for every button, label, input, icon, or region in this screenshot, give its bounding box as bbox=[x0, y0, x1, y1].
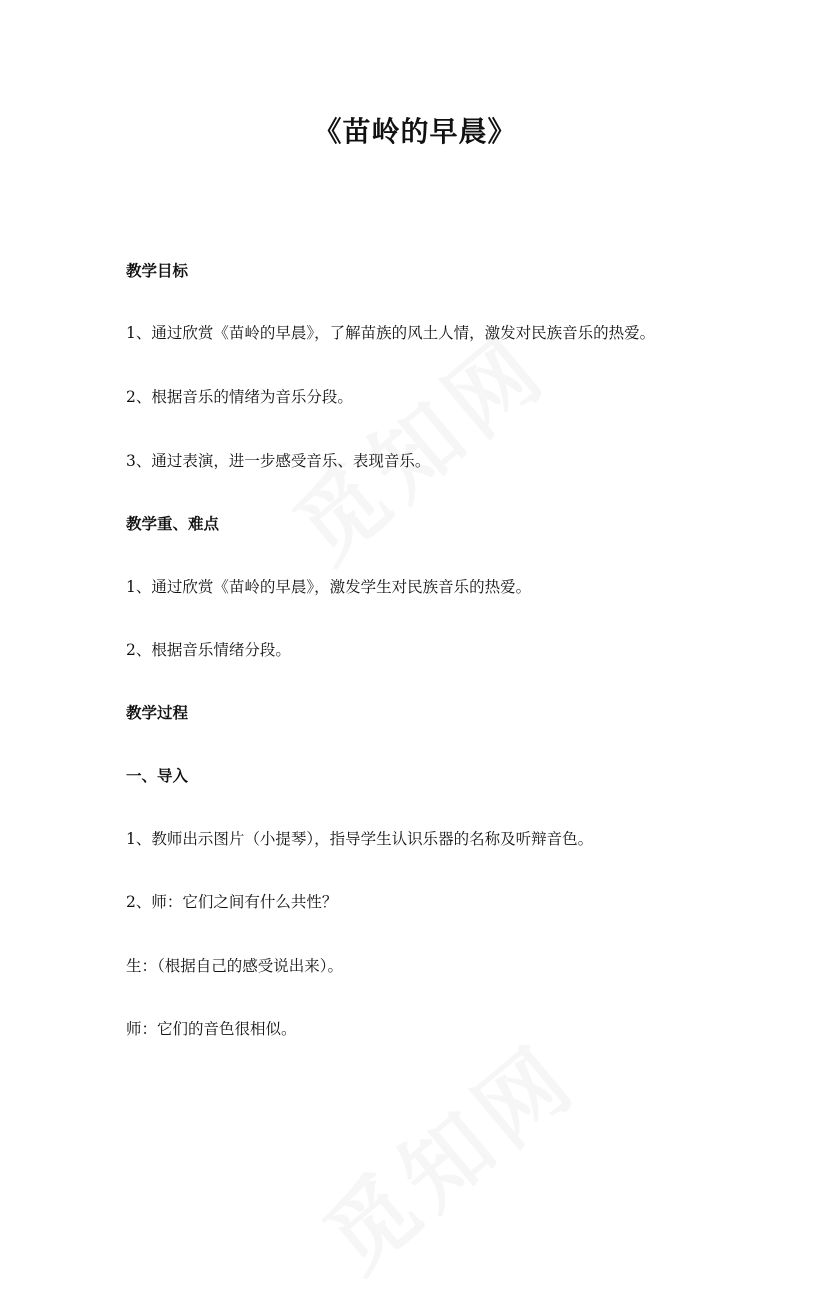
section-heading-process: 教学过程 bbox=[126, 703, 189, 722]
key-point-item-1: 1、通过欣赏《苗岭的早晨》，激发学生对民族音乐的热爱。 bbox=[126, 578, 532, 596]
process-item-2: 2、师：它们之间有什么共性？ bbox=[126, 893, 338, 911]
key-point-item-2: 2、根据音乐情绪分段。 bbox=[126, 641, 291, 659]
objective-item-3: 3、通过表演，进一步感受音乐、表现音乐。 bbox=[126, 452, 431, 470]
section-heading-objectives: 教学目标 bbox=[126, 261, 189, 280]
process-item-1: 1、教师出示图片（小提琴），指导学生认识乐器的名称及听辩音色。 bbox=[126, 830, 594, 848]
objective-item-2: 2、根据音乐的情绪为音乐分段。 bbox=[126, 388, 353, 406]
watermark-bottom bbox=[294, 1010, 600, 1296]
process-item-4: 师：它们的音色很相似。 bbox=[126, 1020, 297, 1038]
document-title: 《苗岭的早晨》 bbox=[313, 115, 517, 148]
process-item-3: 生：（根据自己的感受说出来）。 bbox=[126, 957, 344, 975]
objective-item-1: 1、通过欣赏《苗岭的早晨》，了解苗族的风土人情，激发对民族音乐的热爱。 bbox=[126, 324, 656, 342]
section-heading-key-points: 教学重、难点 bbox=[126, 514, 220, 533]
process-subheading-intro: 一、导入 bbox=[126, 766, 189, 785]
